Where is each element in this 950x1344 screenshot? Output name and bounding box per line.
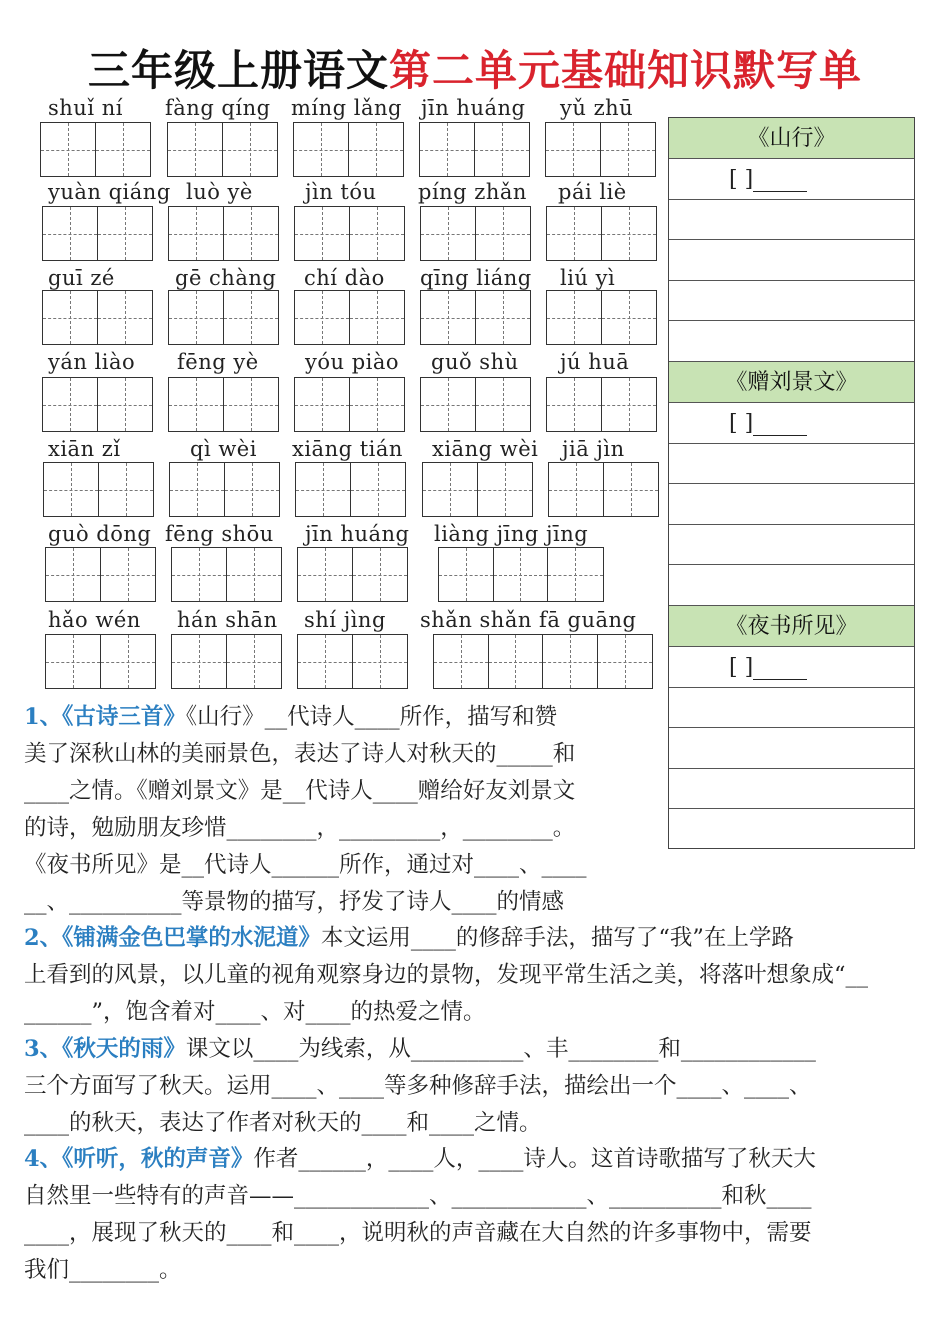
poem-title: 《山行》 (669, 118, 914, 159)
writing-grid[interactable] (438, 547, 604, 602)
writing-grid[interactable] (546, 290, 657, 345)
writing-grid[interactable] (167, 122, 278, 177)
pinyin-label: píng zhǎn (418, 180, 527, 204)
pinyin-label: guǒ shù (431, 350, 519, 374)
pinyin-label: jiā jìn (562, 437, 625, 461)
question-line (24, 699, 587, 736)
writing-grid[interactable] (294, 377, 405, 432)
pinyin-label: shuǐ ní (48, 96, 123, 120)
pinyin-label: jú huā (560, 350, 630, 374)
writing-grid[interactable] (168, 377, 279, 432)
writing-grid[interactable] (420, 377, 531, 432)
pinyin-label: qīng liáng (420, 266, 532, 290)
question-1 (24, 699, 587, 921)
question-line: 美了深秋山林的美丽景色，表达了诗人对秋天的_____和 (24, 741, 576, 767)
poem-writing-line[interactable] (669, 728, 914, 769)
poem-writing-line[interactable] (669, 809, 914, 850)
poem-title: 《赠刘景文》 (669, 362, 914, 403)
question-line: ____之情。《赠刘景文》是__代诗人____赠给好友刘景文 (24, 778, 576, 804)
writing-grid[interactable] (546, 206, 657, 261)
writing-grid[interactable] (42, 377, 153, 432)
poem-author-blank[interactable] (729, 655, 807, 680)
question-line: 我们________。 (24, 1257, 182, 1283)
poem-writing-line[interactable] (669, 647, 914, 688)
writing-grid[interactable] (420, 206, 531, 261)
writing-grid[interactable] (297, 634, 408, 689)
pinyin-label: guò dōng (48, 522, 152, 546)
question-line (24, 1141, 816, 1178)
poem-writing-line[interactable] (669, 321, 914, 362)
poem-writing-line[interactable] (669, 240, 914, 281)
question-4 (24, 1141, 816, 1289)
writing-grid[interactable] (43, 462, 154, 517)
dynasty-brackets: [ ] (729, 654, 754, 680)
pinyin-label: hán shān (177, 608, 278, 632)
writing-grid[interactable] (42, 290, 153, 345)
pinyin-label: qì wèi (190, 437, 257, 461)
question-line: 《夜书所见》是__代诗人______所作，通过对____、____ (24, 852, 587, 878)
question-text: 课文以____为线索，从__________、丰________和____________ (185, 1036, 816, 1062)
pinyin-label: míng lǎng (291, 96, 402, 120)
question-heading: 3、《秋天的雨》 (24, 1036, 186, 1062)
pinyin-label: jìn tóu (305, 180, 377, 204)
writing-grid[interactable] (169, 462, 280, 517)
poem-writing-line[interactable] (669, 200, 914, 241)
pinyin-label: jīn huáng (421, 96, 526, 120)
poem-writing-line[interactable] (669, 565, 914, 606)
poem-writing-line[interactable] (669, 281, 914, 322)
question-line: ____的秋天，表达了作者对秋天的____和____之情。 (24, 1110, 542, 1136)
title-part1: 三年级上册语文 (87, 46, 389, 95)
question-3 (24, 1031, 816, 1142)
question-heading: 4、《听听，秋的声音》 (24, 1146, 254, 1172)
page-title (0, 38, 950, 98)
poem-writing-line[interactable] (669, 525, 914, 566)
pinyin-label: gē chàng (175, 266, 277, 290)
pinyin-label: liàng jīng jīng (434, 522, 589, 546)
question-line: __、__________等景物的描写，抒发了诗人____的情感 (24, 889, 565, 915)
pinyin-label: yán liào (48, 350, 136, 374)
poem-writing-line[interactable] (669, 444, 914, 485)
question-line: 三个方面写了秋天。运用____、____等多种修辞手法，描绘出一个____、____、 (24, 1073, 812, 1099)
pinyin-label: xiāng wèi (432, 437, 539, 461)
question-2 (24, 920, 868, 1031)
poem-dictation-panel (668, 117, 915, 849)
pinyin-label: jīn huáng (305, 522, 410, 546)
poem-writing-line[interactable] (669, 159, 914, 200)
writing-grid[interactable] (168, 290, 279, 345)
question-text: 本文运用____的修辞手法，描写了“我”在上学路 (320, 925, 794, 951)
question-line (24, 1031, 816, 1068)
dynasty-brackets: [ ] (729, 167, 754, 192)
question-line: 自然里一些特有的声音——____________、____________、__________和秋____ (24, 1183, 812, 1209)
question-line: 上看到的风景，以儿童的视角观察身边的景物，发现平常生活之美，将落叶想象成“__ (24, 962, 869, 988)
poem-author-blank[interactable] (729, 411, 807, 436)
pinyin-label: yóu piào (305, 350, 400, 374)
writing-grid[interactable] (42, 206, 153, 261)
pinyin-label: chí dào (304, 266, 385, 290)
writing-grid[interactable] (45, 634, 156, 689)
pinyin-label: yǔ zhū (560, 96, 634, 120)
pinyin-label: xiān zǐ (48, 437, 121, 461)
title-part2: 第二单元基础知识默写单 (389, 46, 863, 95)
pinyin-label: pái liè (558, 180, 627, 204)
pinyin-label: hǎo wén (48, 608, 141, 632)
writing-grid[interactable] (45, 547, 156, 602)
question-text: 作者______，____人，____诗人。这首诗歌描写了秋天大 (253, 1146, 816, 1172)
poem-title: 《夜书所见》 (669, 606, 914, 647)
question-heading: 2、《铺满金色巴掌的水泥道》 (24, 925, 321, 951)
question-heading: 1、《古诗三首》 (24, 704, 186, 730)
writing-grid[interactable] (422, 462, 533, 517)
pinyin-label: xiāng tián (292, 437, 403, 461)
poem-writing-line[interactable] (669, 769, 914, 810)
poem-writing-line[interactable] (669, 688, 914, 729)
poem-author-blank[interactable] (729, 167, 807, 192)
poem-writing-line[interactable] (669, 403, 914, 444)
writing-grid[interactable] (419, 122, 530, 177)
writing-grid[interactable] (420, 290, 531, 345)
writing-grid[interactable] (297, 547, 408, 602)
pinyin-label: liú yì (560, 266, 616, 290)
writing-grid[interactable] (546, 377, 657, 432)
question-line (24, 920, 868, 957)
question-line: 的诗，勉励朋友珍惜________，_________，________。 (24, 815, 576, 841)
dynasty-brackets: [ ] (729, 410, 754, 436)
writing-grid[interactable] (295, 462, 406, 517)
writing-grid[interactable] (545, 122, 656, 177)
question-text: 《山行》__代诗人____所作，描写和赞 (185, 704, 558, 730)
pinyin-label: shí jìng (304, 608, 386, 632)
pinyin-label: fēng yè (177, 350, 259, 374)
writing-grid[interactable] (171, 634, 282, 689)
question-line: ______”，饱含着对____、对____的热爱之情。 (24, 999, 486, 1025)
pinyin-label: shǎn shǎn fā guāng (420, 608, 637, 632)
writing-grid[interactable] (548, 462, 659, 517)
pinyin-label: luò yè (186, 180, 253, 204)
writing-grid[interactable] (40, 122, 151, 177)
writing-grid[interactable] (433, 634, 653, 689)
writing-grid[interactable] (168, 206, 279, 261)
question-line: ____，展现了秋天的____和____，说明秋的声音藏在大自然的许多事物中，需要 (24, 1220, 812, 1246)
writing-grid[interactable] (294, 290, 405, 345)
pinyin-label: fàng qíng (165, 96, 271, 120)
writing-grid[interactable] (294, 206, 405, 261)
writing-grid[interactable] (293, 122, 404, 177)
pinyin-label: guī zé (48, 266, 115, 290)
pinyin-label: fēng shōu (165, 522, 274, 546)
poem-writing-line[interactable] (669, 484, 914, 525)
writing-grid[interactable] (171, 547, 282, 602)
pinyin-label: yuàn qiáng (48, 180, 171, 204)
